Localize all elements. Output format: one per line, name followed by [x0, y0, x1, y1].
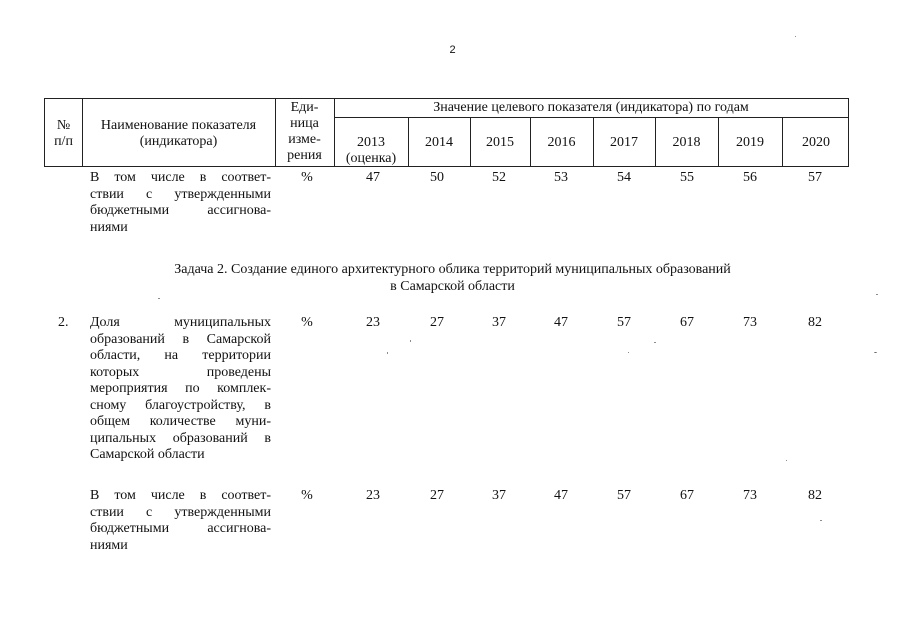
value-2016: 47 [554, 315, 568, 330]
header-year-2019: 2019 [736, 135, 764, 150]
scan-speck [158, 298, 160, 299]
page-number: 2 [449, 44, 456, 56]
value-2013: 23 [366, 488, 380, 503]
value-2013: 23 [366, 315, 380, 330]
value-2016: 47 [554, 488, 568, 503]
value-2015: 52 [492, 170, 506, 185]
header-number: № п/п [54, 118, 73, 149]
scan-speck [820, 520, 822, 521]
indicator-name: В том числе в соответ- ствии с утвержденными бюджетными ассигнова- ниями [90, 488, 271, 553]
header-year-2014: 2014 [425, 135, 453, 150]
value-2018: 67 [680, 315, 694, 330]
value-2017: 54 [617, 170, 631, 185]
value-2020: 82 [808, 315, 822, 330]
value-2019: 73 [743, 488, 757, 503]
header-year-2018: 2018 [672, 135, 701, 150]
header-values-title: Значение целевого показателя (индикатора) по годам [433, 100, 749, 115]
value-2014: 27 [430, 488, 444, 503]
header-year-2017: 2017 [610, 135, 638, 150]
value-2014: 27 [430, 315, 444, 330]
value-2015: 37 [492, 488, 506, 503]
unit-value: % [301, 488, 313, 503]
value-2017: 57 [617, 488, 631, 503]
row-divider [334, 117, 848, 118]
indicator-name: Доля муниципальных образований в Самарской области, на территории которых проведены мероприятия по комплек- сному благоустройству, в общем количестве муни- ципальных образований в Самарской области [90, 315, 271, 462]
scan-speck [874, 352, 877, 353]
table-header [44, 98, 849, 167]
scan-speck [410, 340, 411, 342]
scan-speck [628, 352, 629, 353]
row-number: 2. [58, 315, 69, 330]
value-2016: 53 [554, 170, 568, 185]
scan-speck [387, 352, 388, 354]
scan-speck [795, 36, 796, 37]
value-2013: 47 [366, 170, 380, 185]
scan-speck [876, 294, 878, 295]
value-2019: 73 [743, 315, 757, 330]
header-year-2020: 2020 [802, 135, 830, 150]
header-year-2013: 2013 (оценка) [345, 135, 397, 166]
header-year-2015: 2015 [486, 135, 514, 150]
value-2017: 57 [617, 315, 631, 330]
scan-speck [654, 342, 656, 343]
unit-value: % [301, 170, 313, 185]
value-2019: 56 [743, 170, 757, 185]
value-2015: 37 [492, 315, 506, 330]
scan-speck [786, 460, 787, 461]
value-2020: 82 [808, 488, 822, 503]
task-heading: Задача 2. Создание единого архитектурного облика территорий муниципальных образований в Самарской области [174, 262, 731, 294]
value-2018: 55 [680, 170, 694, 185]
header-unit: Еди- ница изме- рения [287, 100, 322, 163]
value-2020: 57 [808, 170, 822, 185]
indicator-name: В том числе в соответ- ствии с утвержденными бюджетными ассигнова- ниями [90, 170, 271, 235]
value-2014: 50 [430, 170, 444, 185]
header-indicator-name: Наименование показателя (индикатора) [100, 118, 257, 149]
header-year-2016: 2016 [547, 135, 576, 150]
value-2018: 67 [680, 488, 694, 503]
unit-value: % [301, 315, 313, 330]
